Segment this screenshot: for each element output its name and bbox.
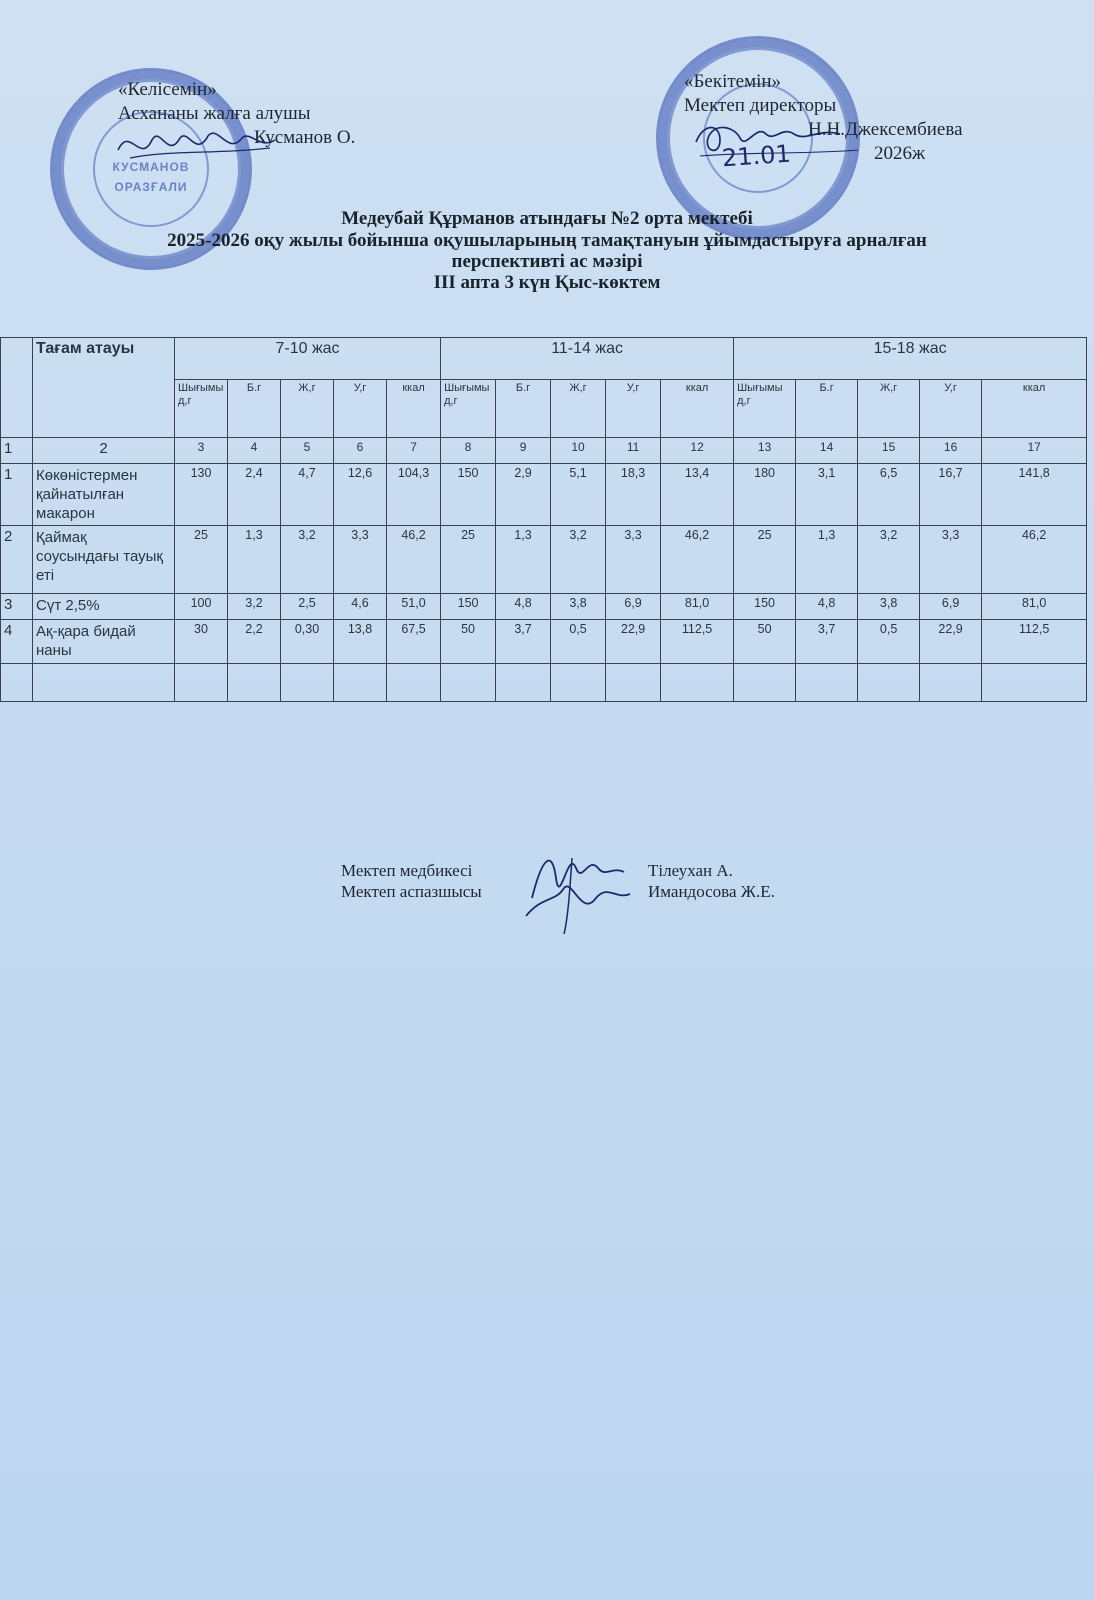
- empty-cell: [920, 664, 982, 702]
- footer-signature: [512, 838, 642, 938]
- column-number-row: [1, 438, 1087, 464]
- footer-name-cook: Имандосова Ж.Е.: [648, 882, 775, 901]
- footer-role-nurse: Мектеп медбикесі: [341, 861, 473, 880]
- empty-cell: [334, 664, 387, 702]
- table-cell: 30: [175, 620, 228, 664]
- footer-name-nurse: Тілеухан А.: [648, 861, 733, 880]
- right-signature-date: 21.01: [721, 139, 792, 173]
- column-number: 16: [920, 438, 982, 464]
- table-cell: 25: [441, 526, 496, 594]
- empty-cell: [661, 664, 734, 702]
- row-number: 1: [1, 464, 33, 526]
- column-number: 15: [858, 438, 920, 464]
- table-cell: 4,6: [334, 594, 387, 620]
- header-sub: У,г: [920, 380, 982, 438]
- table-cell: 130: [175, 464, 228, 526]
- table-cell: 3,3: [334, 526, 387, 594]
- header-sub: У,г: [606, 380, 661, 438]
- table-cell: 18,3: [606, 464, 661, 526]
- header-sub: Шығымы д,г: [734, 380, 796, 438]
- table-cell: 180: [734, 464, 796, 526]
- table-cell: 150: [441, 594, 496, 620]
- menu-table: [0, 337, 1087, 702]
- empty-cell: [796, 664, 858, 702]
- header-sub: Ж,г: [858, 380, 920, 438]
- table-cell: 4,8: [796, 594, 858, 620]
- empty-row: [1, 664, 1087, 702]
- table-row: [1, 620, 1087, 664]
- table-cell: 25: [734, 526, 796, 594]
- left-stamp-text: КУСМАНОВ ОРАЗҒАЛИ: [112, 160, 190, 194]
- table-cell: 46,2: [982, 526, 1087, 594]
- table-cell: 6,5: [858, 464, 920, 526]
- empty-cell: [551, 664, 606, 702]
- table-cell: 2,5: [281, 594, 334, 620]
- footer-roles: [341, 860, 482, 902]
- table-cell: 25: [175, 526, 228, 594]
- column-number: 10: [551, 438, 606, 464]
- table-cell: 0,5: [858, 620, 920, 664]
- table-cell: 100: [175, 594, 228, 620]
- header-sub: Шығымы д,г: [441, 380, 496, 438]
- table-cell: 0,5: [551, 620, 606, 664]
- dish-name: Көкөністермен қайнатылған макарон: [33, 464, 175, 526]
- table-cell: 1,3: [796, 526, 858, 594]
- table-cell: 1,3: [228, 526, 281, 594]
- column-number: 14: [796, 438, 858, 464]
- column-number: 7: [387, 438, 441, 464]
- table-cell: 3,3: [606, 526, 661, 594]
- header-sub: ккал: [982, 380, 1087, 438]
- dish-name: Ақ-қара бидай наны: [33, 620, 175, 664]
- header-age-group: 11-14 жас: [441, 338, 734, 380]
- table-cell: 12,6: [334, 464, 387, 526]
- table-cell: 67,5: [387, 620, 441, 664]
- table-cell: 22,9: [606, 620, 661, 664]
- column-number: 13: [734, 438, 796, 464]
- empty-cell: [33, 664, 175, 702]
- footer-names: [648, 860, 775, 902]
- column-number: 17: [982, 438, 1087, 464]
- footer-role-cook: Мектеп аспазшысы: [341, 882, 482, 901]
- empty-cell: [858, 664, 920, 702]
- left-signature: [110, 120, 280, 170]
- header-sub: Б.г: [496, 380, 551, 438]
- table-cell: 50: [734, 620, 796, 664]
- document-title-line3: перспективті ас мәзірі: [451, 251, 643, 272]
- table-row: [1, 526, 1087, 594]
- table-cell: 3,7: [796, 620, 858, 664]
- column-number: 3: [175, 438, 228, 464]
- table-cell: 0,30: [281, 620, 334, 664]
- table-row: [1, 594, 1087, 620]
- header-sub: Шығымы д,г: [175, 380, 228, 438]
- table-cell: 46,2: [661, 526, 734, 594]
- header-age-group: 15-18 жас: [734, 338, 1087, 380]
- table-cell: 81,0: [661, 594, 734, 620]
- empty-cell: [387, 664, 441, 702]
- table-cell: 3,2: [551, 526, 606, 594]
- header-sub: Ж,г: [281, 380, 334, 438]
- empty-cell: [982, 664, 1087, 702]
- table-cell: 150: [441, 464, 496, 526]
- column-number: 12: [661, 438, 734, 464]
- document-title-line4: III апта 3 күн Қыс-көктем: [433, 272, 661, 293]
- table-cell: 2,9: [496, 464, 551, 526]
- table-cell: 104,3: [387, 464, 441, 526]
- table-cell: 51,0: [387, 594, 441, 620]
- right-approval-year: 2026ж: [874, 143, 926, 164]
- empty-cell: [734, 664, 796, 702]
- table-cell: 3,8: [858, 594, 920, 620]
- right-approval-role: Мектеп директоры: [684, 95, 837, 116]
- table-cell: 22,9: [920, 620, 982, 664]
- column-number: 6: [334, 438, 387, 464]
- document-title-line1: Медеубай Құрманов атындағы №2 орта мектебі: [341, 208, 753, 229]
- dish-name: Сүт 2,5%: [33, 594, 175, 620]
- column-number: 9: [496, 438, 551, 464]
- table-cell: 2,2: [228, 620, 281, 664]
- dish-name: Қаймақ соусындағы тауық еті: [33, 526, 175, 594]
- empty-cell: [175, 664, 228, 702]
- table-cell: 112,5: [982, 620, 1087, 664]
- empty-cell: [281, 664, 334, 702]
- empty-cell: [496, 664, 551, 702]
- header-sub: ккал: [387, 380, 441, 438]
- table-cell: 4,7: [281, 464, 334, 526]
- table-cell: 6,9: [920, 594, 982, 620]
- table-cell: 5,1: [551, 464, 606, 526]
- table-cell: 150: [734, 594, 796, 620]
- table-cell: 3,8: [551, 594, 606, 620]
- table-cell: 3,2: [281, 526, 334, 594]
- table-cell: 141,8: [982, 464, 1087, 526]
- header-sub: У,г: [334, 380, 387, 438]
- table-cell: 112,5: [661, 620, 734, 664]
- table-cell: 13,4: [661, 464, 734, 526]
- right-approval-heading: «Бекітемін»: [684, 71, 782, 92]
- table-cell: 3,3: [920, 526, 982, 594]
- table-cell: 81,0: [982, 594, 1087, 620]
- left-approval-heading: «Келісемін»: [118, 79, 217, 100]
- left-approval-role: Асхананы жалға алушы: [118, 103, 311, 124]
- table-cell: 3,7: [496, 620, 551, 664]
- table-cell: 3,1: [796, 464, 858, 526]
- table-cell: 13,8: [334, 620, 387, 664]
- header-empty-cell: [1, 338, 33, 438]
- table-cell: 3,2: [228, 594, 281, 620]
- header-sub: Б.г: [796, 380, 858, 438]
- table-cell: 1,3: [496, 526, 551, 594]
- column-number: 11: [606, 438, 661, 464]
- table-cell: 46,2: [387, 526, 441, 594]
- header-sub: Ж,г: [551, 380, 606, 438]
- empty-cell: [441, 664, 496, 702]
- header-sub: ккал: [661, 380, 734, 438]
- table-cell: 50: [441, 620, 496, 664]
- table-cell: 16,7: [920, 464, 982, 526]
- column-number: 2: [33, 438, 175, 464]
- column-number: 8: [441, 438, 496, 464]
- left-approval-name: Кусманов О.: [254, 127, 356, 148]
- column-number: 4: [228, 438, 281, 464]
- table-cell: 4,8: [496, 594, 551, 620]
- header-sub: Б.г: [228, 380, 281, 438]
- header-row-age: [1, 338, 1087, 380]
- column-number: 1: [1, 438, 33, 464]
- table-cell: 3,2: [858, 526, 920, 594]
- document-title-line2: 2025-2026 оқу жылы бойынша оқушыларының тамақтануын ұйымдастыруға арналған: [167, 230, 927, 251]
- right-approval-name: Н.Н.Джексембиева: [808, 119, 963, 140]
- table-cell: 2,4: [228, 464, 281, 526]
- empty-cell: [606, 664, 661, 702]
- row-number: 3: [1, 594, 33, 620]
- table-cell: 6,9: [606, 594, 661, 620]
- header-dish-name: Тағам атауы: [33, 338, 175, 438]
- empty-cell: [1, 664, 33, 702]
- row-number: 2: [1, 526, 33, 594]
- empty-cell: [228, 664, 281, 702]
- column-number: 5: [281, 438, 334, 464]
- row-number: 4: [1, 620, 33, 664]
- header-age-group: 7-10 жас: [175, 338, 441, 380]
- table-row: [1, 464, 1087, 526]
